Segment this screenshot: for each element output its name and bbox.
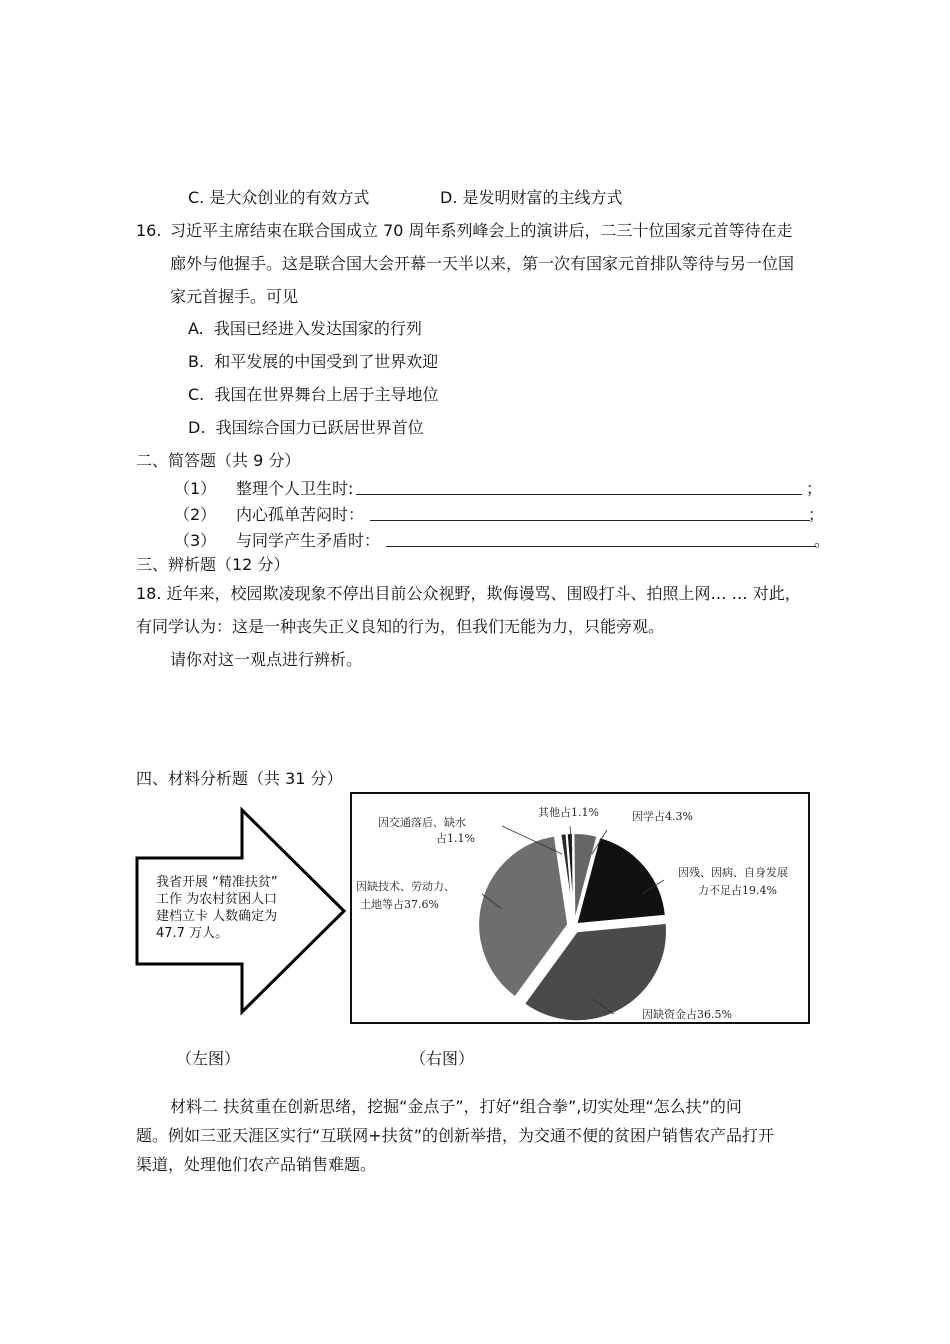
material2-line-2: 题。例如三亚天涯区实行“互联网+扶贫”的创新举措，为交通不便的贫困户销售农产品打开 — [136, 1126, 774, 1145]
s2-item3-label: 与同学产生矛盾时： — [236, 531, 381, 550]
arrow-text-line-3: 建档立卡 人数确定为 — [156, 909, 278, 924]
label-ill-line-1: 因残、因病、自身发展 — [678, 866, 788, 879]
q16-option-d: D. 我国综合国力已跃居世界首位 — [188, 418, 424, 437]
q15-option-c: C. 是大众创业的有效方式 — [188, 188, 370, 207]
label-other: 其他占1.1% — [538, 806, 599, 819]
section3-title: 三、辨析题（12 分） — [136, 555, 290, 574]
q18-line-2: 有同学认为：这是一种丧失正义良知的行为，但我们无能为力，只能旁观。 — [136, 617, 665, 636]
arrow-text-line-2: 工作 为农村贫困人口 — [156, 892, 278, 907]
label-tech-line-1: 因缺技术、劳动力、 — [356, 880, 455, 893]
q16-stem-line-1: 习近平主席结束在联合国成立 70 周年系列峰会上的演讲后，二三十位国家元首等待在走 — [170, 221, 793, 240]
label-traffic-line-2: 占1.1% — [436, 832, 475, 845]
label-study: 因学占4.3% — [632, 810, 693, 823]
arrow-text-line-1: 我省开展 “精准扶贫” — [156, 875, 278, 890]
pie-chart — [352, 794, 808, 1022]
s2-item3-number: （3） — [174, 531, 217, 550]
s2-item1-end: ； — [806, 479, 823, 498]
q16-option-b: B. 和平发展的中国受到了世界欢迎 — [188, 352, 439, 371]
q16-stem-line-2: 廊外与他握手。这是联合国大会开幕一天半以来，第一次有国家元首排队等待与另一位国 — [170, 254, 795, 273]
s2-item1-label: 整理个人卫生时: — [236, 479, 354, 498]
label-tech-line-2: 土地等占37.6% — [360, 898, 439, 911]
arrow-text-line-4: 47.7 万人。 — [156, 926, 229, 941]
s2-item2-number: （2） — [174, 505, 217, 524]
s2-item2-label: 内心孤单苦闷时： — [236, 505, 365, 524]
s2-item2-end: ； — [808, 505, 825, 524]
s2-item3-answer-blank[interactable] — [386, 546, 816, 547]
q16-option-a: A. 我国已经进入发达国家的行列 — [188, 319, 422, 338]
q16-stem-line-3: 家元首握手。可见 — [170, 287, 299, 306]
s2-item1-number: （1） — [174, 479, 217, 498]
section4-title: 四、材料分析题（共 31 分） — [136, 769, 343, 788]
label-ill-line-2: 力不足占19.4% — [698, 884, 777, 897]
q18-prompt: 请你对这一观点进行辨析。 — [170, 650, 363, 669]
right-figure-caption: （右图） — [410, 1049, 475, 1068]
section2-title: 二、简答题（共 9 分） — [136, 451, 301, 470]
s2-item3-end: 。 — [814, 531, 831, 550]
q16-option-c: C. 我国在世界舞台上居于主导地位 — [188, 385, 439, 404]
q16-number: 16. — [136, 221, 162, 240]
pie-slices — [478, 833, 667, 1021]
material2-line-1: 材料二 扶贫重在创新思绪，挖掘“金点子”，打好“组合拳”,切实处理“怎么扶”的问 — [170, 1097, 742, 1116]
label-traffic-line-1: 因交通落后、缺水 — [378, 816, 466, 829]
pie-chart-frame — [350, 792, 810, 1024]
material2-line-3: 渠道，处理他们农产品销售难题。 — [136, 1155, 377, 1174]
s2-item2-answer-blank[interactable] — [370, 520, 810, 521]
q18-line-1: 18. 近年来，校园欺凌现象不停出目前公众视野，欺侮谩骂、围殴打斗、拍照上网… … 对此， — [136, 584, 801, 603]
s2-item1-answer-blank[interactable] — [356, 494, 802, 495]
left-figure-caption: （左图） — [176, 1049, 241, 1068]
q15-option-d: D. 是发明财富的主线方式 — [440, 188, 623, 207]
label-fund: 因缺资金占36.5% — [642, 1008, 732, 1021]
